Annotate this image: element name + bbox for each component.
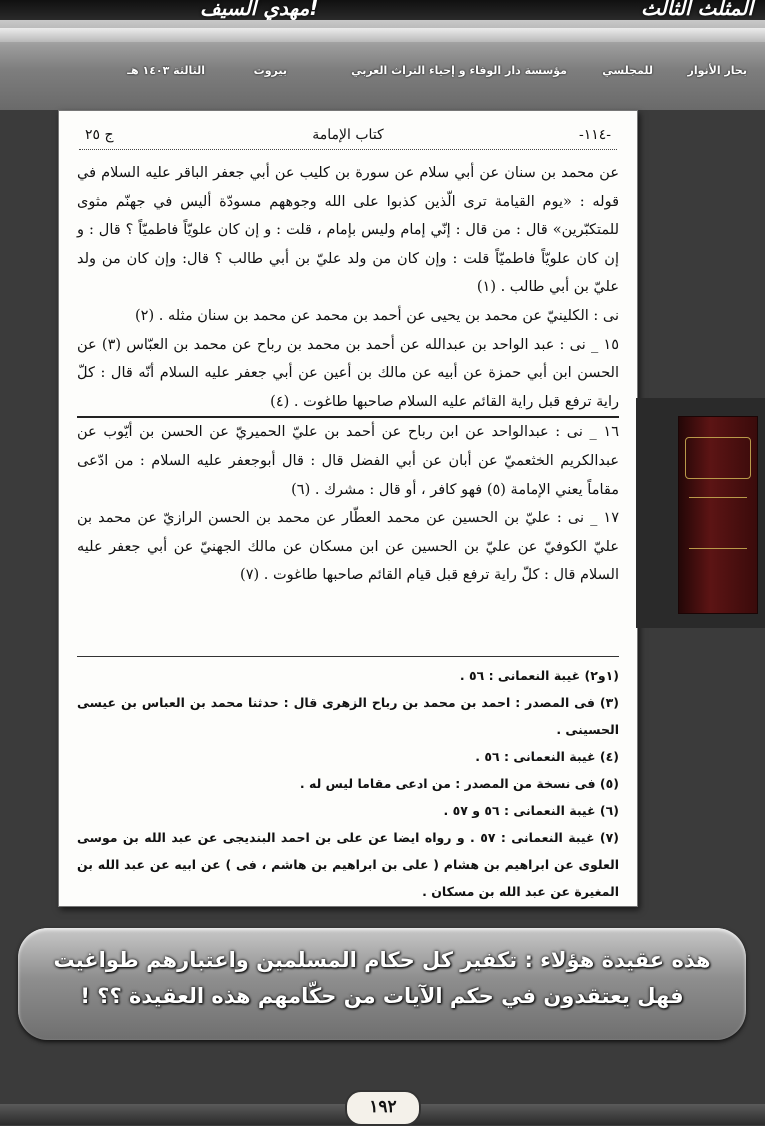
- metal-stripe: [0, 28, 765, 42]
- header-title-left: مهدي السيف!: [200, 0, 319, 20]
- bib-book: بحار الأنوار: [687, 64, 747, 77]
- chapter-title: كتاب الإمامة: [312, 127, 384, 143]
- top-band: [0, 0, 765, 20]
- cover-ornament: [689, 497, 747, 549]
- bib-publisher: مؤسسة دار الوفاء و إحياء التراث العربي: [351, 64, 567, 77]
- banner-line-1: هذه عقيدة هؤلاء : تكفير كل حكام المسلمين واعتبارهم طواغيت: [53, 948, 711, 972]
- book-cover: [678, 416, 758, 614]
- footnote: (٥) فى نسخة من المصدر : من ادعى مقاما ليس له .: [299, 776, 619, 791]
- bib-author: للمجلسي: [602, 64, 653, 77]
- volume-label: ج ٢٥: [85, 127, 114, 143]
- footnote: (١و٢) غيبة النعمانى : ٥٦ .: [459, 668, 619, 683]
- footnotes: [77, 662, 619, 905]
- banner-line-2: فهل يعتقدون في حكم الآيات من حكّامهم هذه العقيدة ؟؟ !: [80, 984, 684, 1008]
- paragraph: ١٦ _ نى : عبدالواحد عن ابن رباح عن أحمد بن عليّ الحميريّ عن الحسن بن أيّوب عن عبدالكريم الخثعميّ عن أبان عن أبي الفضل قال : قال أبوجعفر عليه السلام : من ادّعى مقاماً يعني الإمامة (٥) فهو كافر ، أو قال : مشرك . (٦): [77, 424, 619, 498]
- paragraph-highlighted: ١٥ _ نى : عبد الواحد بن عبدالله عن أحمد بن محمد بن رباح عن محمد بن العبّاس (٣) عن الحسن ابن أبي حمزة عن أبيه عن مالك بن أعين عن أبي جعفر عليه السلام أنّه قال : كلّ راية ترفع قبل راية القائم عليه السلام صاحبها طاغوت . (٤): [77, 331, 619, 419]
- bibliography-line: [0, 56, 765, 82]
- footnote: (٦) غيبة النعمانى : ٥٦ و ٥٧ .: [443, 803, 619, 818]
- header-title-right: المثلث الثالث: [641, 0, 753, 20]
- bib-edition: الثالثة ١٤٠٣ هـ: [127, 64, 205, 77]
- footnote: (٣) فى المصدر : احمد بن محمد بن رباح الزهرى قال : حدثنا محمد بن العباس بن عيسى الحسينى .: [77, 695, 619, 737]
- book-cover-image: [636, 398, 765, 628]
- paragraph: نى : الكلينيّ عن محمد بن يحيى عن أحمد بن محمد عن محمد بن سنان مثله . (٢): [135, 307, 619, 324]
- caption-banner: [18, 928, 746, 1040]
- footnote: (٧) غيبة النعمانى : ٥٧ . و رواه ايضا عن على بن احمد البنديجى عن عبد الله بن موسى العلوى عن ابراهيم بن هشام ( على بن ابراهيم بن هاشم ، فى ) عن ابيه عن عبد الله بن المغيرة عن عبد الله بن مسكان .: [77, 830, 620, 899]
- page-number: -١١٤-: [578, 127, 611, 143]
- page-header: [79, 123, 617, 150]
- cover-ornament: [685, 437, 751, 479]
- footnote: (٤) غيبة النعمانى : ٥٦ .: [475, 749, 619, 764]
- footnote-divider: [77, 656, 619, 657]
- bib-city: بيروت: [253, 64, 287, 77]
- hadith-text: [77, 159, 619, 590]
- scanned-page: [58, 110, 638, 907]
- page-badge: ١٩٢: [345, 1090, 421, 1126]
- paragraph: عن محمد بن سنان عن أبي سلام عن سورة بن كليب عن أبي جعفر الباقر عليه السلام في قوله : «يوم القيامة ترى الّذين كذبوا على الله وجوههم مسودّة أليس في جهنّم مثوى للمتكبّرين» قال : من قال : إنّي إمام وليس بإمام ، قلت : و إن كان علويّاً فاطميّاً ؟ قال : و إن كان علويّاً فاطميّاً قلت : وإن كان من ولد عليّ بن أبي طالب ؟ قال: وإن كان من ولد عليّ بن أبي طالب . (١): [77, 165, 619, 296]
- paragraph: ١٧ _ نى : عليّ بن الحسين عن محمد العطّار عن محمد بن الحسن الرازيّ عن محمد بن عليّ الكوفيّ عن عليّ بن الحسين عن ابن مسكان عن مالك الجهنيّ عن أبي جعفر عليه السلام قال : كلّ راية ترفع قبل قيام القائم صاحبها طاغوت . (٧): [77, 510, 619, 584]
